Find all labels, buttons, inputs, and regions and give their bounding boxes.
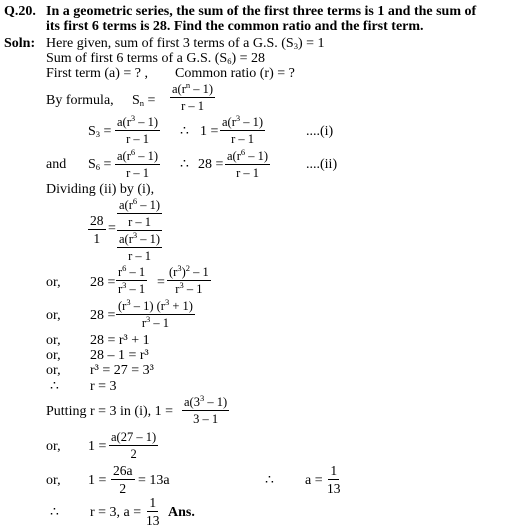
and-text: and bbox=[46, 157, 67, 172]
line-r3-27: r³ = 27 = 3³ bbox=[90, 363, 154, 378]
eq-28-lhs: 28 = bbox=[90, 308, 116, 323]
eq1-tag: ....(i) bbox=[306, 124, 334, 139]
question-label: Q.20. bbox=[4, 4, 36, 19]
s3-fraction: $\frac{a(r^3 - 1)}{r - 1}$ bbox=[117, 113, 159, 146]
r6-fraction: $\frac{r^6 - 1}{r^3 - 1}$ bbox=[118, 263, 146, 296]
or-text: or, bbox=[46, 275, 61, 290]
or-text: or, bbox=[46, 439, 61, 454]
therefore-symbol: ∴ bbox=[180, 157, 189, 172]
given-line-1: Here given, sum of first 3 terms of a G.S. $(S_3) = 1$ bbox=[46, 36, 325, 51]
therefore-symbol: ∴ bbox=[265, 473, 274, 488]
eq2-lhs: 28 = bbox=[198, 157, 224, 172]
putting-text: Putting r = 3 in (i), 1 = bbox=[46, 404, 174, 419]
one-over-13-fraction: $\frac{1}{13}$ bbox=[327, 463, 341, 496]
final-answer: r = 3, a = bbox=[90, 505, 142, 520]
a-27-fraction: $\frac{a(27 - 1)}{2}$ bbox=[111, 430, 157, 461]
given-line-2: Sum of first 6 terms of a G.S. $(S_6) = 28$ bbox=[46, 51, 266, 66]
factored-fraction: $\frac{(r^3 - 1) (r^3 + 1)}{r^3 - 1}$ bbox=[118, 297, 193, 330]
one-eq: 1 = bbox=[88, 439, 107, 454]
r3-squared-fraction: $\frac{(r^3)^2 - 1}{r^3 - 1}$ bbox=[169, 263, 209, 296]
final-one-over-13: $\frac{1}{13}$ bbox=[146, 495, 160, 528]
ratio-28-over-1: $\frac{28}{1}$ bbox=[90, 213, 104, 246]
therefore-symbol: ∴ bbox=[50, 379, 59, 394]
eq1-lhs: 1 = bbox=[200, 124, 219, 139]
line-r3-plus-1: 28 = r³ + 1 bbox=[90, 333, 150, 348]
s6-fraction: $\frac{a(r^6 - 1)}{r - 1}$ bbox=[117, 147, 159, 180]
therefore-symbol: ∴ bbox=[50, 505, 59, 520]
eq2-tag: ....(ii) bbox=[306, 157, 338, 172]
equals-sign: = bbox=[108, 221, 116, 236]
eq-13a: = 13a bbox=[138, 473, 170, 488]
first-term-unknown: First term (a) = ? , bbox=[46, 66, 148, 81]
26a-over-2-fraction: $\frac{26a}{2}$ bbox=[113, 463, 133, 496]
ans-label: Ans. bbox=[168, 505, 195, 520]
or-text: or, bbox=[46, 348, 61, 363]
s3-lhs: $S_3$ = bbox=[88, 124, 112, 139]
question-line-2: its first 6 terms is 28. Find the common ratio and the first term. bbox=[46, 19, 424, 34]
putting-fraction: $\frac{a(3^3 - 1)}{3 - 1}$ bbox=[184, 393, 228, 426]
therefore-symbol: ∴ bbox=[180, 124, 189, 139]
or-text: or, bbox=[46, 333, 61, 348]
or-text: or, bbox=[46, 308, 61, 323]
one-eq: 1 = bbox=[88, 473, 107, 488]
or-text: or, bbox=[46, 363, 61, 378]
sn-formula-lhs: $S_n$ = bbox=[132, 93, 156, 108]
by-formula-text: By formula, bbox=[46, 93, 114, 108]
a-eq: a = bbox=[305, 473, 323, 488]
solution-label: Soln: bbox=[4, 36, 36, 51]
compound-fraction: $a(r^6 - 1)$ r – 1 $a(r^3 - 1)$ r – 1 bbox=[119, 196, 161, 263]
line-28-minus-1: 28 – 1 = r³ bbox=[90, 348, 149, 363]
s6-lhs: $S_6$ = bbox=[88, 157, 112, 172]
or-text: or, bbox=[46, 473, 61, 488]
eq1-fraction: $\frac{a(r^3 - 1)}{r - 1}$ bbox=[222, 113, 264, 146]
question-line-1: In a geometric series, the sum of the first three terms is 1 and the sum of bbox=[46, 4, 477, 19]
dividing-text: Dividing (ii) by (i), bbox=[46, 182, 155, 197]
sn-formula-fraction: $\frac{a(r^n - 1)}{r - 1}$ bbox=[172, 80, 214, 113]
eq2-fraction: $\frac{a(r^6 - 1)}{r - 1}$ bbox=[227, 147, 269, 180]
common-ratio-unknown: Common ratio (r) = ? bbox=[175, 66, 295, 81]
equals-sign: = bbox=[157, 275, 165, 290]
eq-28-lhs: 28 = bbox=[90, 275, 116, 290]
line-r-3: r = 3 bbox=[90, 379, 117, 394]
